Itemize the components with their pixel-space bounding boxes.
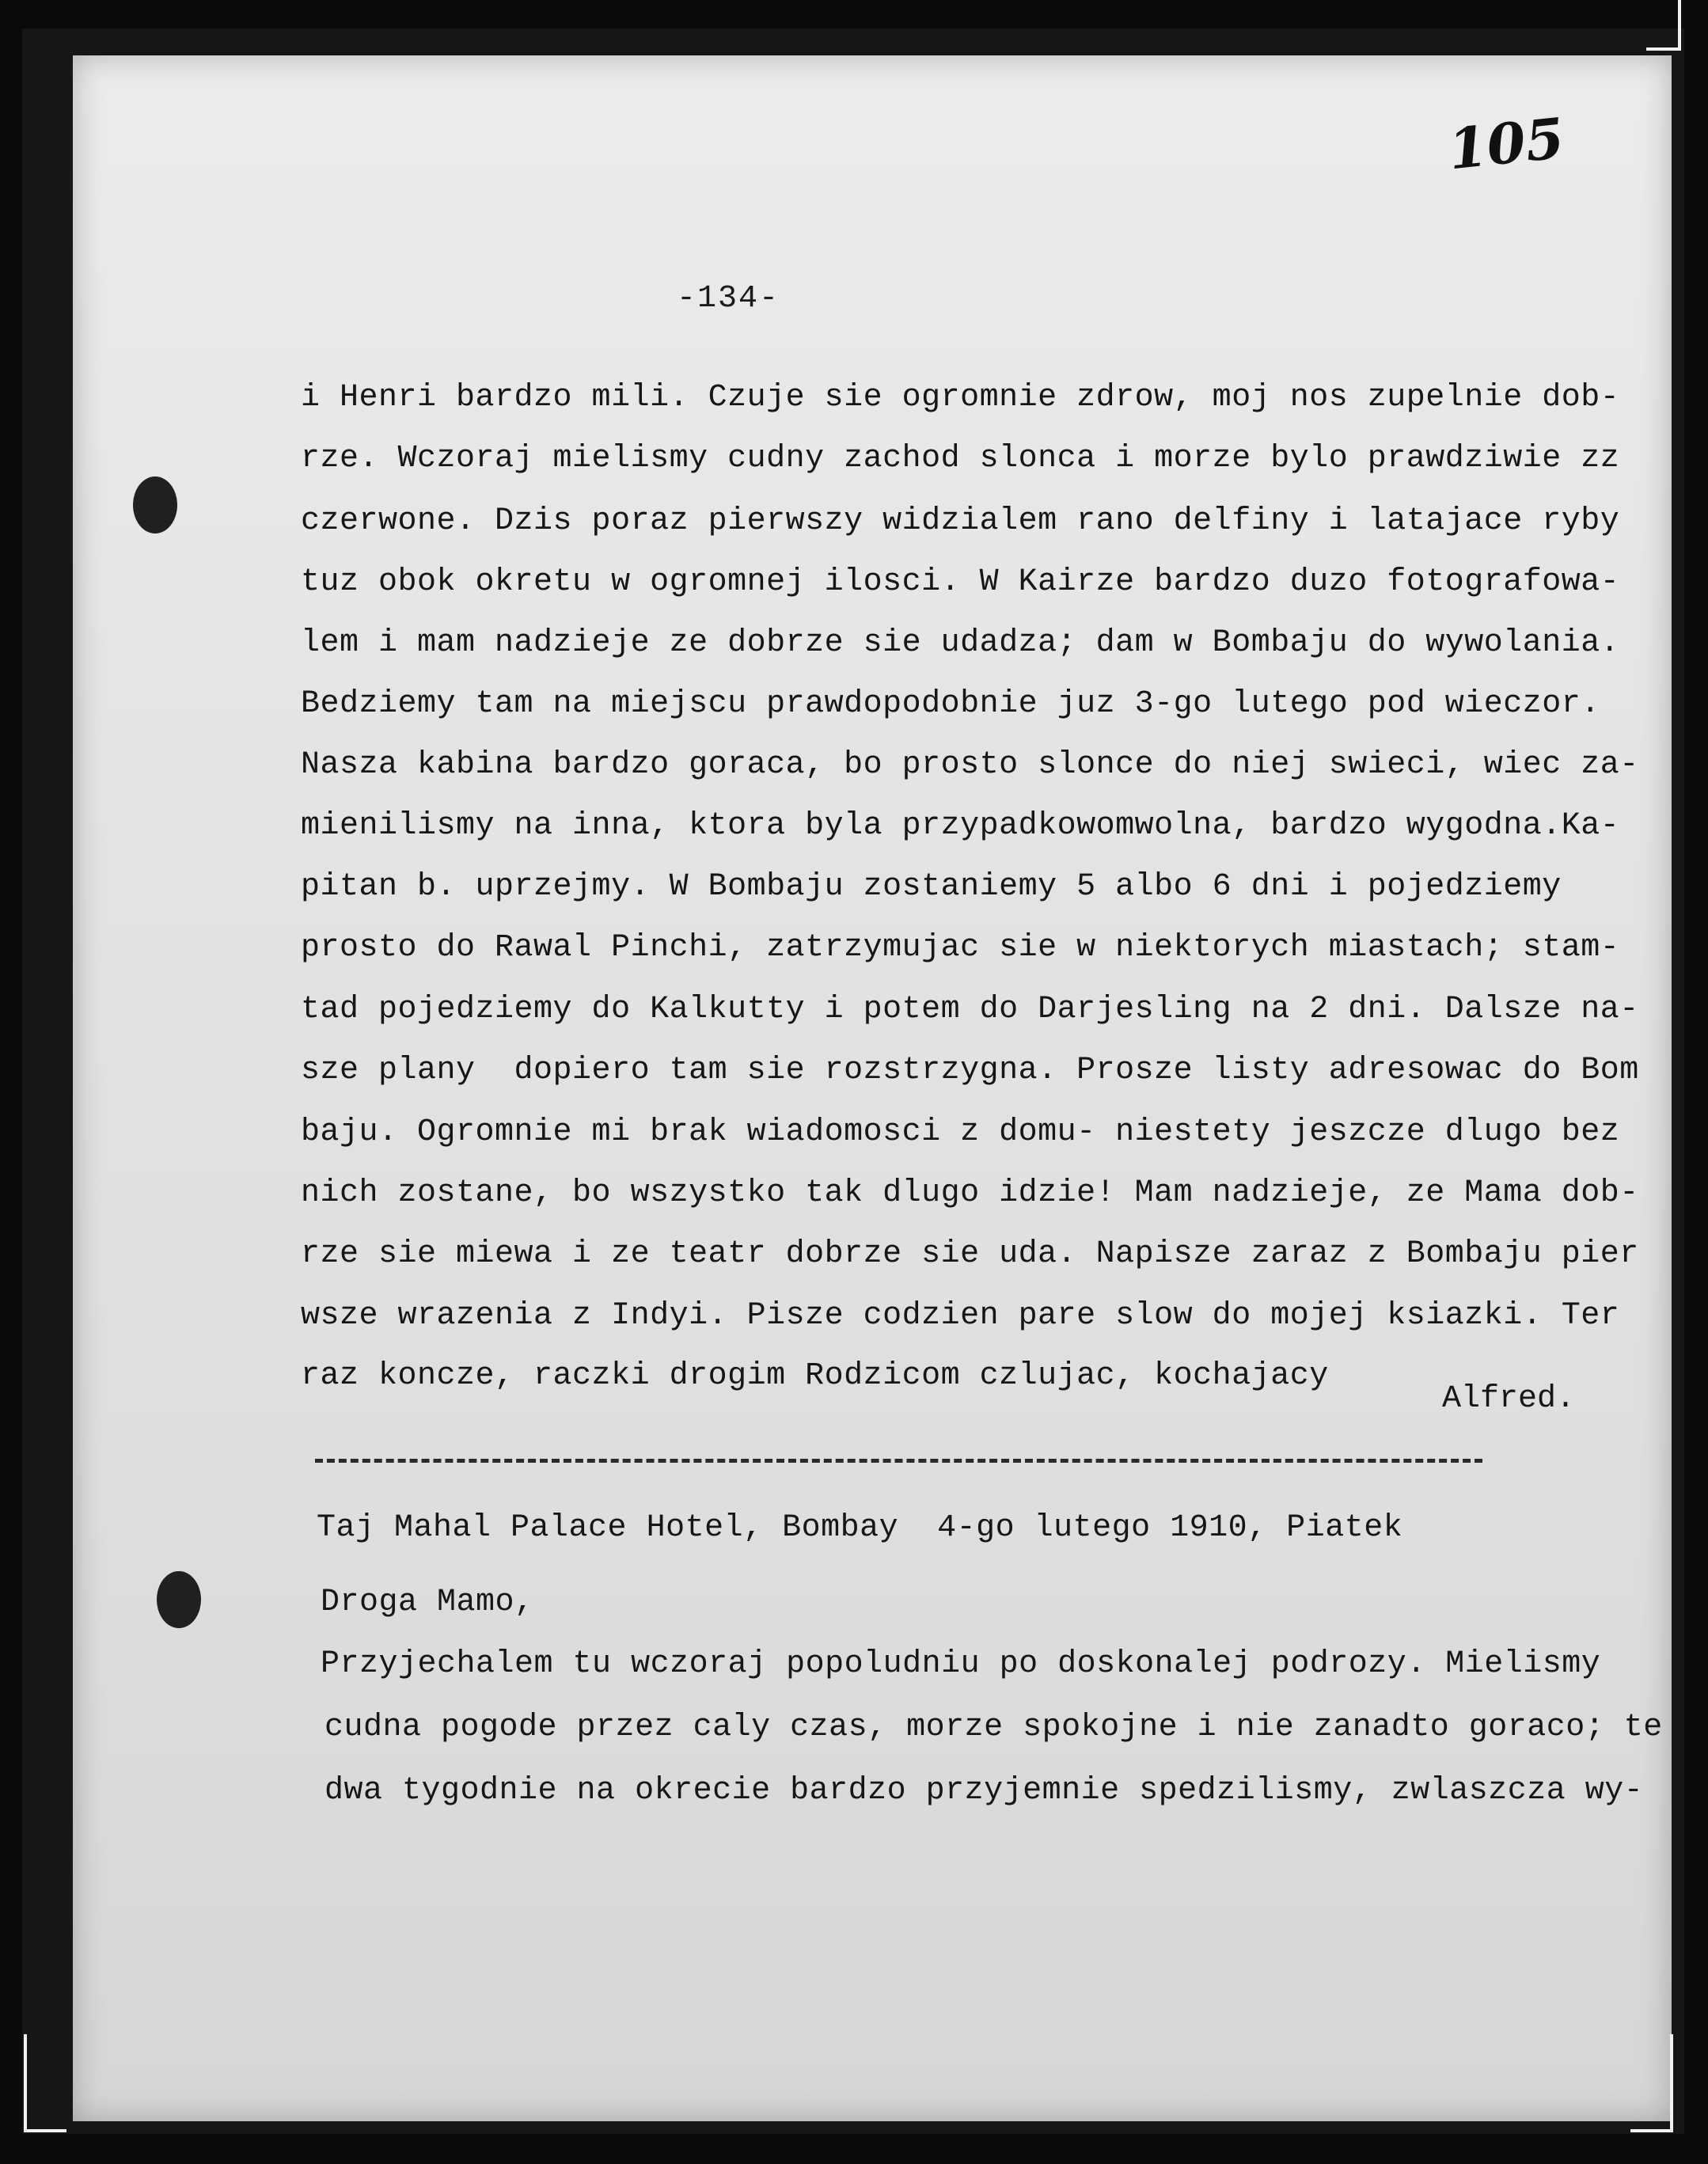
text-line: lem i mam nadzieje ze dobrze sie udadza; dam w Bombaju do wywolania. [301,625,1620,661]
text-line: Nasza kabina bardzo goraca, bo prosto slonce do niej swieci, wiec za- [301,747,1639,783]
text-line: sze plany dopiero tam sie rozstrzygna. Prosze listy adresowac do Bom [301,1053,1639,1088]
text-line: nich zostane, bo wszystko tak dlugo idzie! Mam nadzieje, ze Mama dob- [301,1175,1639,1211]
text-line: baju. Ogromnie mi brak wiadomosci z domu- niestety jeszcze dlugo bez [301,1114,1620,1150]
handwritten-folio-number: 105 [1445,104,1568,183]
separator-dashes [315,1459,1482,1463]
text-line: cudna pogode przez caly czas, morze spokojne i nie zanadto goraco; te [325,1710,1663,1745]
text-line: dwa tygodnie na okrecie bardzo przyjemnie spedzilismy, zwlaszcza wy- [325,1773,1644,1809]
typewritten-page [73,55,1672,2121]
text-line: tad pojedziemy do Kalkutty i potem do Darjesling na 2 dni. Dalsze na- [301,992,1639,1027]
text-line: wsze wrazenia z Indyi. Pisze codzien pare slow do mojej ksiazki. Ter [301,1298,1620,1334]
text-line: Przyjechalem tu wczoraj popoludniu po doskonalej podrozy. Mielismy [321,1646,1601,1682]
text-line: raz koncze, raczki drogim Rodzicom czlujac, kochajacy [301,1358,1329,1394]
text-line: i Henri bardzo mili. Czuje sie ogromnie zdrow, moj nos zupelnie dob- [301,380,1620,416]
punch-hole-top [133,476,177,533]
text-line: rze sie miewa i ze teatr dobrze sie uda. Napisze zaraz z Bombaju pier [301,1236,1639,1272]
text-line: prosto do Rawal Pinchi, zatrzymujac sie w niektorych miastach; stam- [301,930,1620,966]
letter-heading: Taj Mahal Palace Hotel, Bombay 4-go lutego 1910, Piatek [317,1510,1403,1546]
text-line: tuz obok okretu w ogromnej ilosci. W Kairze bardzo duzo fotografowa- [301,564,1620,600]
corner-mark-top-right [1630,2034,1673,2132]
page-number: -134- [677,281,780,317]
signature-alfred: Alfred. [1442,1381,1576,1417]
text-line: rze. Wczoraj mielismy cudny zachod slonca i morze bylo prawdziwie zz [301,441,1620,476]
text-line: mienilismy na inna, ktora byla przypadkowomwolna, bardzo wygodna.Ka- [301,808,1620,844]
text-line: Bedziemy tam na miejscu prawdopodobnie juz 3-go lutego pod wieczor. [301,686,1600,722]
corner-mark-top-left [24,2034,66,2132]
punch-hole-bottom [157,1571,201,1628]
letter-salutation: Droga Mamo, [321,1585,534,1620]
corner-mark-upper-right [1646,0,1681,51]
text-line: pitan b. uprzejmy. W Bombaju zostaniemy 5 albo 6 dni i pojedziemy [301,869,1562,905]
text-line: czerwone. Dzis poraz pierwszy widzialem rano delfiny i latajace ryby [301,503,1620,539]
